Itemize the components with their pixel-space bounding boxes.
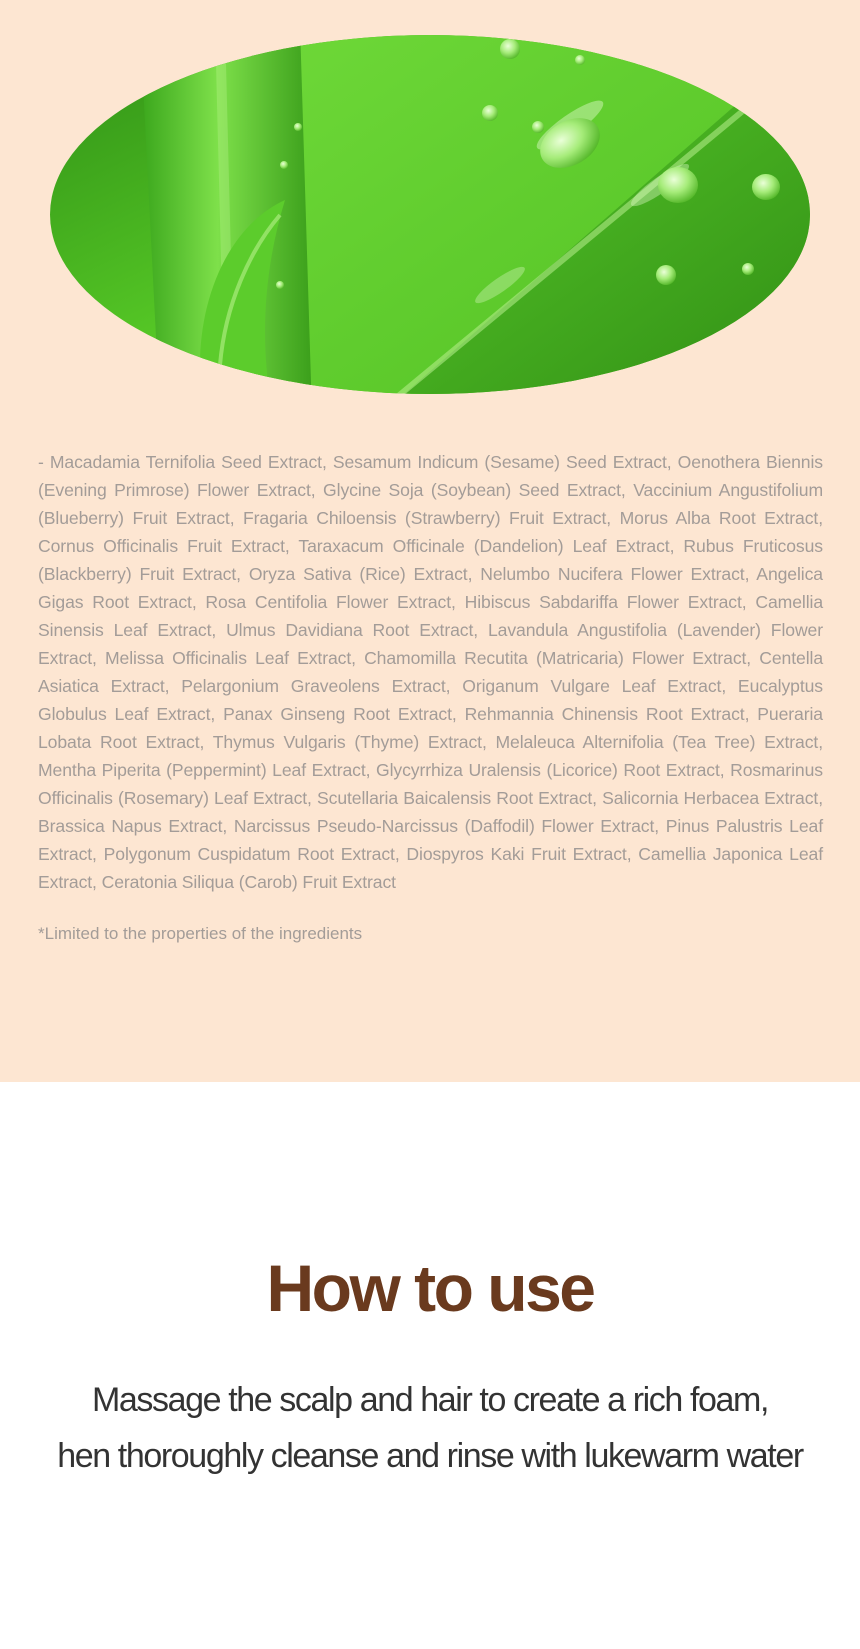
aloe-vera-leaves-image <box>50 35 810 394</box>
usage-instruction-line-2: hen thoroughly cleanse and rinse with lukewarm water <box>57 1437 803 1475</box>
usage-instructions <box>0 1372 860 1484</box>
ingredients-disclaimer: *Limited to the properties of the ingredients <box>38 924 363 943</box>
how-to-use-heading-wrap <box>0 1250 860 1326</box>
how-to-use-section <box>0 1082 860 1649</box>
how-to-use-title: How to use <box>260 1250 599 1326</box>
ingredients-list: - Macadamia Ternifolia Seed Extract, Sesamum Indicum (Sesame) Seed Extract, Oenothera Biennis (Evening Primrose) Flower Extract, Glycine Soja (Soybean) Seed Extract, Vaccinium Angustifolium (Blueberry) Fruit Extract, Fragaria Chiloensis (Strawberry) Fruit Extract, Morus Alba Root Extract, Cornus Officinalis Fruit Extract, Taraxacum Officinale (Dandelion) Leaf Extract, Rubus Fruticosus (Blackberry) Fruit Extract, Oryza Sativa (Rice) Extract, Nelumbo Nucifera Flower Extract, Angelica Gigas Root Extract, Rosa Centifolia Flower Extract, Hibiscus Sabdariffa Flower Extract, Camellia Sinensis Leaf Extract, Ulmus Davidiana Root Extract, Lavandula Angustifolia (Lavender) Flower Extract, Melissa Officinalis Leaf Extract, Chamomilla Recutita (Matricaria) Flower Extract, Centella Asiatica Extract, Pelargonium Graveolens Extract, Origanum Vulgare Leaf Extract, Eucalyptus Globulus Leaf Extract, Panax Ginseng Root Extract, Rehmannia Chinensis Root Extract, Pueraria Lobata Root Extract, Thymus Vulgaris (Thyme) Extract, Melaleuca Alternifolia (Tea Tree) Extract, Mentha Piperita (Peppermint) Leaf Extract, Glycyrrhiza Uralensis (Licorice) Root Extract, Rosmarinus Officinalis (Rosemary) Leaf Extract, Scutellaria Baicalensis Root Extract, Salicornia Herbacea Extract, Brassica Napus Extract, Narcissus Pseudo-Narcissus (Daffodil) Flower Extract, Pinus Palustris Leaf Extract, Polygonum Cuspidatum Root Extract, Diospyros Kaki Fruit Extract, Camellia Japonica Leaf Extract, Ceratonia Siliqua (Carob) Fruit Extract <box>38 452 823 892</box>
usage-instruction-line-1: Massage the scalp and hair to create a rich foam, <box>91 1381 768 1419</box>
